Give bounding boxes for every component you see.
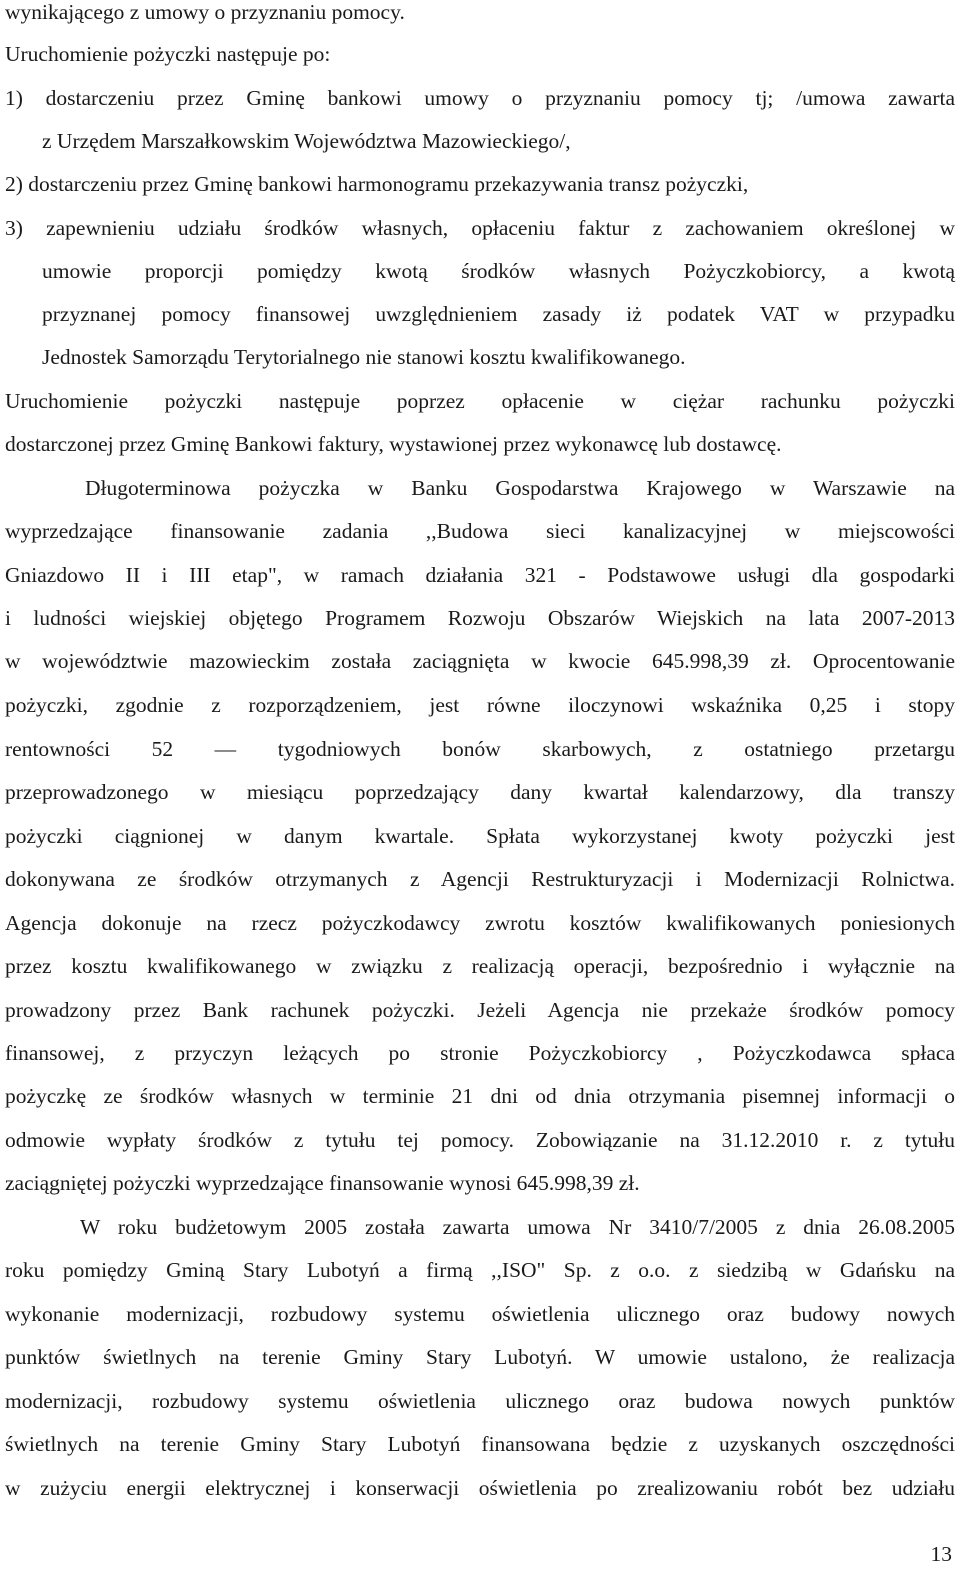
text-line: wykonanie modernizacji, rozbudowy systemu oświetlenia ulicznego oraz budowy nowych [5, 1302, 955, 1326]
text-line: W roku budżetowym 2005 została zawarta umowa Nr 3410/7/2005 z dnia 26.08.2005 [80, 1215, 955, 1239]
text-line: przeprowadzonego w miesiącu poprzedzający dany kwartał kalendarzowy, dla transzy [5, 780, 955, 804]
text-line: przez kosztu kwalifikowanego w związku z realizacją operacji, bezpośrednio i wyłącznie na [5, 954, 955, 978]
text-line: 1) dostarczeniu przez Gminę bankowi umowy o przyznaniu pomocy tj; /umowa zawarta [5, 86, 955, 110]
text-line: 3) zapewnieniu udziału środków własnych, opłaceniu faktur z zachowaniem określonej w [5, 216, 955, 240]
text-line: dostarczonej przez Gminę Bankowi faktury, wystawionej przez wykonawcę lub dostawcę. [5, 432, 782, 456]
text-line: prowadzony przez Bank rachunek pożyczki. Jeżeli Agencja nie przekaże środków pomocy [5, 998, 955, 1022]
text-line: umowie proporcji pomiędzy kwotą środków własnych Pożyczkobiorcy, a kwotą [42, 259, 955, 283]
text-line: wyprzedzające finansowanie zadania ,,Budowa sieci kanalizacyjnej w miejscowości [5, 519, 955, 543]
text-line: wynikającego z umowy o przyznaniu pomocy. [5, 0, 405, 24]
text-line: pożyczki ciągnionej w danym kwartale. Spłata wykorzystanej kwoty pożyczki jest [5, 824, 955, 848]
text-line: Agencja dokonuje na rzecz pożyczkodawcy zwrotu kosztów kwalifikowanych poniesionych [5, 911, 955, 935]
text-line: dokonywana ze środków otrzymanych z Agencji Restrukturyzacji i Modernizacji Rolnictwa. [5, 867, 955, 891]
text-line: świetlnych na terenie Gminy Stary Lubotyń finansowana będzie z uzyskanych oszczędności [5, 1432, 955, 1456]
text-line: finansowej, z przyczyn leżących po stronie Pożyczkobiorcy , Pożyczkodawca spłaca [5, 1041, 955, 1065]
text-line: Gniazdowo II i III etap", w ramach działania 321 - Podstawowe usługi dla gospodarki [5, 563, 955, 587]
text-line: Uruchomienie pożyczki następuje po: [5, 42, 331, 66]
text-line: 2) dostarczeniu przez Gminę bankowi harmonogramu przekazywania transz pożyczki, [5, 172, 749, 196]
text-line: przyznanej pomocy finansowej uwzględnieniem zasady iż podatek VAT w przypadku [42, 302, 955, 326]
text-line: Jednostek Samorządu Terytorialnego nie stanowi kosztu kwalifikowanego. [42, 345, 686, 369]
text-line: odmowie wypłaty środków z tytułu tej pomocy. Zobowiązanie na 31.12.2010 r. z tytułu [5, 1128, 955, 1152]
text-line: rentowności 52 — tygodniowych bonów skarbowych, z ostatniego przetargu [5, 737, 955, 761]
text-line: pożyczkę ze środków własnych w terminie 21 dni od dnia otrzymania pisemnej informacji o [5, 1084, 955, 1108]
text-line: modernizacji, rozbudowy systemu oświetlenia ulicznego oraz budowa nowych punktów [5, 1389, 955, 1413]
page-number: 13 [930, 1542, 952, 1566]
text-line: Uruchomienie pożyczki następuje poprzez opłacenie w ciężar rachunku pożyczki [5, 389, 955, 413]
text-line: z Urzędem Marszałkowskim Województwa Mazowieckiego/, [42, 129, 571, 153]
text-line: i ludności wiejskiej objętego Programem Rozwoju Obszarów Wiejskich na lata 2007-2013 [5, 606, 955, 630]
text-line: zaciągniętej pożyczki wyprzedzające finansowanie wynosi 645.998,39 zł. [5, 1171, 640, 1195]
text-line: pożyczki, zgodnie z rozporządzeniem, jest równe iloczynowi wskaźnika 0,25 i stopy [5, 693, 955, 717]
text-line: w zużyciu energii elektrycznej i konserwacji oświetlenia po zrealizowaniu robót bez udziału [5, 1476, 955, 1500]
text-line: Długoterminowa pożyczka w Banku Gospodarstwa Krajowego w Warszawie na [85, 476, 955, 500]
text-line: punktów świetlnych na terenie Gminy Stary Lubotyń. W umowie ustalono, że realizacja [5, 1345, 955, 1369]
text-line: w województwie mazowieckim została zaciągnięta w kwocie 645.998,39 zł. Oprocentowanie [5, 649, 955, 673]
text-line: roku pomiędzy Gminą Stary Lubotyń a firmą ,,ISO" Sp. z o.o. z siedzibą w Gdańsku na [5, 1258, 955, 1282]
